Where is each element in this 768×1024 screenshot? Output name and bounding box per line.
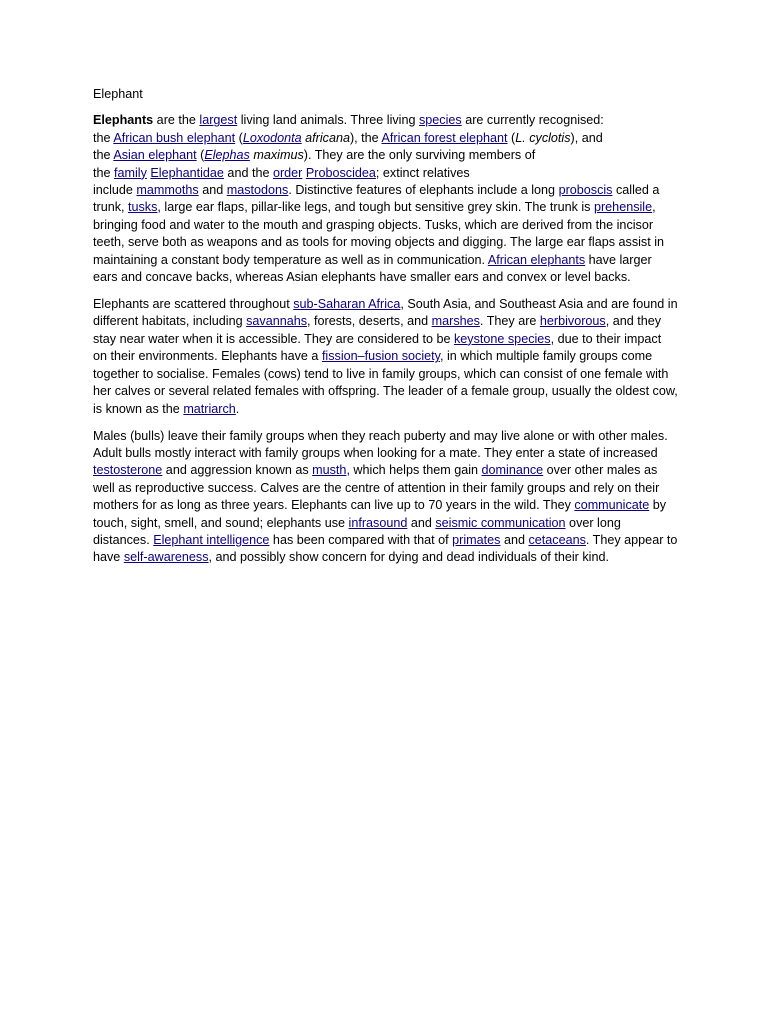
paragraph-text: , and possibly show concern for dying and dead individuals of their kind. bbox=[208, 550, 609, 565]
article-link[interactable]: musth bbox=[312, 463, 347, 478]
paragraph-text: are currently recognised: bbox=[461, 113, 604, 128]
paragraph-text: and bbox=[198, 183, 227, 198]
article-link[interactable]: sub-Saharan Africa bbox=[293, 297, 401, 312]
article-link[interactable]: largest bbox=[199, 113, 238, 128]
paragraph-text: living land animals. Three living bbox=[237, 113, 419, 128]
article-link[interactable]: infrasound bbox=[348, 515, 408, 530]
paragraph-text: ( bbox=[196, 148, 205, 163]
paragraph-text: and bbox=[407, 515, 436, 530]
article-link[interactable]: Loxodonta bbox=[242, 130, 302, 145]
paragraph-text: ). They are the only surviving members of bbox=[303, 148, 536, 163]
paragraph-text: the bbox=[93, 130, 114, 145]
paragraph bbox=[93, 112, 678, 286]
article-link[interactable]: savannahs bbox=[246, 314, 308, 329]
paragraph-text: have larger ears and concave backs, whereas Asian elephants have smaller ears and convex or level backs. bbox=[93, 252, 652, 285]
article-link[interactable]: Elephas bbox=[204, 148, 250, 163]
paragraph-text: ), the bbox=[349, 130, 382, 145]
paragraph-text: africana bbox=[301, 130, 350, 145]
paragraph-text: maximus bbox=[249, 148, 304, 163]
paragraph-text: , bringing food and water to the mouth and grasping objects. Tusks, which are derived from the incisor teeth, serve both as weapons and as tools for moving objects and digging. The large ear flaps assist in maintaining a constant body temperature as well as in communication. bbox=[93, 200, 665, 267]
article-link[interactable]: family bbox=[114, 165, 147, 180]
paragraph-text: include bbox=[93, 183, 137, 198]
paragraph-text: Elephants are scattered throughout bbox=[93, 297, 294, 312]
paragraph bbox=[93, 428, 678, 567]
article-link[interactable]: Elephant intelligence bbox=[153, 532, 270, 547]
article-link[interactable]: matriarch bbox=[183, 401, 236, 416]
article-link[interactable]: mastodons bbox=[226, 183, 289, 198]
article-link[interactable]: Proboscidea bbox=[305, 165, 376, 180]
paragraph-text: , South Asia, and Southeast Asia and are found in different habitats, including bbox=[93, 297, 678, 329]
article-link[interactable]: African forest elephant bbox=[381, 130, 508, 145]
article-link[interactable]: order bbox=[272, 165, 303, 180]
paragraph-text: , which helps them gain bbox=[346, 463, 482, 478]
article-link[interactable]: fission–fusion society bbox=[321, 349, 441, 364]
paragraph-text: and bbox=[500, 532, 529, 547]
paragraph-text: , large ear flaps, pillar-like legs, and tough but sensitive grey skin. The trunk is bbox=[157, 200, 594, 215]
article-link[interactable]: keystone species bbox=[453, 331, 551, 346]
article-link[interactable]: tusks bbox=[128, 200, 158, 215]
article-link[interactable]: self-awareness bbox=[123, 550, 209, 565]
article-link[interactable]: species bbox=[419, 113, 462, 128]
article-link[interactable]: proboscis bbox=[558, 183, 613, 198]
paragraph-text: Males (bulls) leave their family groups when they reach puberty and may live alone or with other males. Adult bulls mostly interact with family groups when looking for a mate. They enter a state of increased bbox=[93, 428, 668, 460]
article-link[interactable]: Elephantidae bbox=[150, 165, 224, 180]
paragraph-text: called a trunk, bbox=[93, 183, 660, 215]
article-body bbox=[93, 112, 678, 566]
article-link[interactable]: communicate bbox=[574, 498, 650, 513]
paragraph-text: , and they stay near water when it is accessible. They are considered to be bbox=[93, 314, 662, 346]
article-link[interactable]: African bush elephant bbox=[113, 130, 236, 145]
document-page bbox=[93, 86, 678, 576]
article-link[interactable]: testosterone bbox=[93, 463, 163, 478]
paragraph-text: has been compared with that of bbox=[269, 532, 453, 547]
article-link[interactable]: cetaceans bbox=[528, 532, 586, 547]
article-link[interactable]: African elephants bbox=[487, 252, 586, 267]
paragraph-text: . They appear to have bbox=[93, 532, 678, 565]
paragraph-text: , due to their impact on their environments. Elephants have a bbox=[93, 331, 662, 364]
paragraph-text: , forests, deserts, and bbox=[307, 314, 432, 329]
paragraph-text: and the bbox=[223, 165, 273, 180]
paragraph-text: over other males as well as reproductive success. Calves are the centre of attention in their family groups and rely on their mothers for as long as three years. Elephants can live up to 70 years in the wild. They bbox=[93, 463, 660, 513]
article-link[interactable]: primates bbox=[452, 532, 501, 547]
article-link[interactable]: seismic communication bbox=[435, 515, 566, 530]
paragraph-text: ( bbox=[235, 130, 243, 145]
article-link[interactable]: Asian elephant bbox=[113, 148, 197, 163]
paragraph-text: ( bbox=[507, 130, 516, 145]
paragraph-text: . Distinctive features of elephants include a long bbox=[288, 183, 559, 198]
bold-term: Elephants bbox=[93, 113, 154, 128]
paragraph-text: . They are bbox=[479, 314, 540, 329]
article-link[interactable]: mammoths bbox=[136, 183, 199, 198]
article-link[interactable]: dominance bbox=[481, 463, 544, 478]
paragraph-text: . bbox=[235, 401, 240, 416]
paragraph-text: ), and bbox=[570, 130, 603, 145]
paragraph-text: and aggression known as bbox=[162, 463, 313, 478]
paragraph-text: are the bbox=[153, 113, 200, 128]
article-link[interactable]: prehensile bbox=[593, 200, 653, 215]
paragraph-text: the bbox=[93, 148, 114, 163]
page-title: Elephant bbox=[93, 87, 143, 101]
paragraph-text: by touch, sight, smell, and sound; elephants use bbox=[93, 498, 667, 530]
paragraph-text: the bbox=[93, 165, 115, 180]
paragraph-text: , in which multiple family groups come together to socialise. Females (cows) tend to live in family groups, which can consist of one female with her calves or several related females with offspring. The leader of a female group, usually the oldest cow, is known as the bbox=[93, 349, 678, 416]
article-link[interactable]: marshes bbox=[431, 314, 480, 329]
paragraph-text: L. cyclotis bbox=[515, 130, 571, 145]
paragraph-text: over long distances. bbox=[93, 515, 621, 547]
paragraph-text: ; extinct relatives bbox=[375, 165, 470, 180]
paragraph bbox=[93, 296, 678, 418]
article-link[interactable]: herbivorous bbox=[539, 314, 606, 329]
